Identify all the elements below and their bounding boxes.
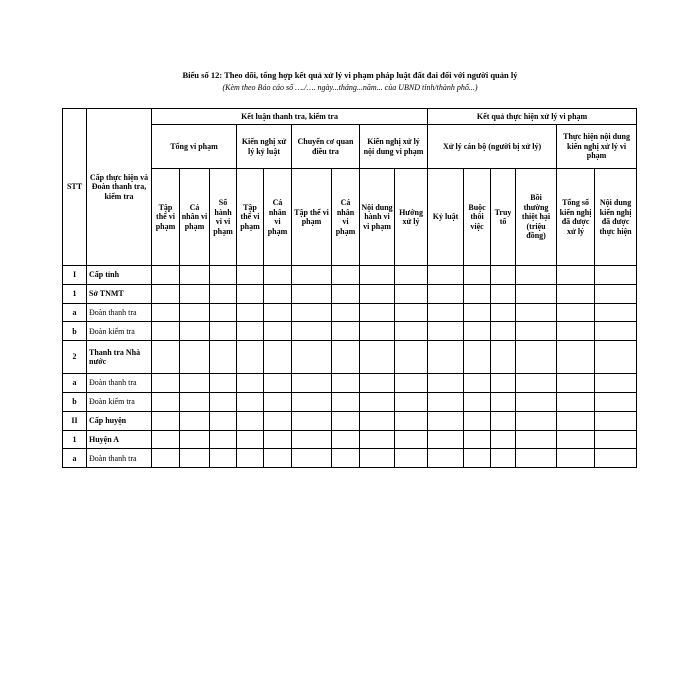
data-cell[interactable] [180, 374, 210, 393]
data-cell[interactable] [516, 411, 557, 430]
data-cell[interactable] [464, 284, 491, 303]
data-cell[interactable] [152, 284, 180, 303]
row-stt: b [63, 392, 87, 411]
data-cell[interactable] [152, 430, 180, 449]
data-cell[interactable] [210, 322, 237, 341]
data-cell[interactable] [428, 411, 464, 430]
data-cell[interactable] [464, 322, 491, 341]
col-header-ket-luan: Kết luận thanh tra, kiểm tra [152, 109, 428, 125]
row-stt: b [63, 322, 87, 341]
data-cell[interactable] [491, 374, 516, 393]
data-cell[interactable] [516, 303, 557, 322]
data-cell[interactable] [152, 392, 180, 411]
data-cell[interactable] [292, 266, 332, 285]
data-cell[interactable] [516, 266, 557, 285]
sub-header: Nội dung hành vi vi phạm [360, 169, 395, 266]
data-cell[interactable] [292, 430, 332, 449]
data-cell[interactable] [395, 392, 428, 411]
data-cell[interactable] [264, 284, 292, 303]
data-cell[interactable] [595, 284, 637, 303]
data-cell[interactable] [595, 430, 637, 449]
data-cell[interactable] [395, 430, 428, 449]
data-cell[interactable] [595, 303, 637, 322]
table-row [63, 322, 637, 341]
table-row [63, 430, 637, 449]
data-cell[interactable] [180, 266, 210, 285]
table-row [63, 411, 637, 430]
table-row [63, 266, 637, 285]
data-cell[interactable] [595, 411, 637, 430]
data-cell[interactable] [395, 449, 428, 468]
data-cell[interactable] [491, 341, 516, 374]
data-cell[interactable] [292, 303, 332, 322]
table-row [63, 284, 637, 303]
data-cell[interactable] [595, 322, 637, 341]
col-header-kien-nghi-ky-luat: Kiến nghị xử lý kỷ luật [237, 125, 292, 169]
data-cell[interactable] [557, 374, 595, 393]
row-name: Thanh tra Nhà nước [87, 341, 152, 374]
row-name: Cấp huyện [87, 411, 152, 430]
data-cell[interactable] [332, 411, 360, 430]
row-stt: I [63, 266, 87, 285]
data-cell[interactable] [557, 303, 595, 322]
sub-header: Cá nhân vi phạm [264, 169, 292, 266]
data-cell[interactable] [210, 449, 237, 468]
data-cell[interactable] [237, 392, 264, 411]
data-cell[interactable] [237, 411, 264, 430]
data-cell[interactable] [332, 374, 360, 393]
table-row [63, 303, 637, 322]
data-cell[interactable] [237, 449, 264, 468]
data-cell[interactable] [264, 449, 292, 468]
data-cell[interactable] [360, 284, 395, 303]
data-cell[interactable] [464, 303, 491, 322]
data-cell[interactable] [292, 392, 332, 411]
data-cell[interactable] [332, 430, 360, 449]
row-stt: 1 [63, 284, 87, 303]
col-header-kien-nghi-noi-dung: Kiến nghị xử lý nội dung vi phạm [360, 125, 428, 169]
col-header-chuyen-co-quan: Chuyển cơ quan điều tra [292, 125, 360, 169]
data-cell[interactable] [210, 303, 237, 322]
data-cell[interactable] [152, 266, 180, 285]
data-cell[interactable] [516, 374, 557, 393]
sub-header: Tổng số kiến nghị đã được xử lý [557, 169, 595, 266]
data-cell[interactable] [152, 341, 180, 374]
col-header-ket-qua: Kết quả thực hiện xử lý vi phạm [428, 109, 637, 125]
data-cell[interactable] [428, 430, 464, 449]
data-cell[interactable] [237, 303, 264, 322]
data-cell[interactable] [464, 341, 491, 374]
sub-header: Cá nhân vi phạm [180, 169, 210, 266]
data-cell[interactable] [595, 266, 637, 285]
data-cell[interactable] [332, 392, 360, 411]
data-cell[interactable] [464, 266, 491, 285]
data-cell[interactable] [264, 430, 292, 449]
data-cell[interactable] [152, 411, 180, 430]
row-name: Đoàn thanh tra [87, 449, 152, 468]
col-header-cap: Cấp thực hiện và Đoàn thanh tra, kiểm tra [87, 109, 152, 266]
data-cell[interactable] [557, 411, 595, 430]
data-cell[interactable] [516, 284, 557, 303]
sub-header: Buộc thôi việc [464, 169, 491, 266]
data-cell[interactable] [264, 303, 292, 322]
sub-header: Tập thể vi phạm [292, 169, 332, 266]
data-cell[interactable] [180, 449, 210, 468]
data-cell[interactable] [428, 374, 464, 393]
row-name: Đoàn kiểm tra [87, 322, 152, 341]
row-name: Sở TNMT [87, 284, 152, 303]
data-cell[interactable] [237, 341, 264, 374]
sub-header: Kỷ luật [428, 169, 464, 266]
row-name: Đoàn thanh tra [87, 374, 152, 393]
row-stt: 1 [63, 430, 87, 449]
data-cell[interactable] [360, 303, 395, 322]
data-cell[interactable] [152, 374, 180, 393]
data-cell[interactable] [395, 374, 428, 393]
data-cell[interactable] [264, 341, 292, 374]
table-row [63, 341, 637, 374]
data-cell[interactable] [292, 411, 332, 430]
row-stt: 2 [63, 341, 87, 374]
data-cell[interactable] [360, 449, 395, 468]
sub-header: Bồi thường thiệt hại (triệu đồng) [516, 169, 557, 266]
col-header-tong-vi-pham: Tổng vi phạm [152, 125, 237, 169]
data-cell[interactable] [360, 266, 395, 285]
row-name: Đoàn kiểm tra [87, 392, 152, 411]
col-header-xu-ly-can-bo: Xử lý cán bộ (người bị xử lý) [428, 125, 557, 169]
data-cell[interactable] [292, 341, 332, 374]
data-cell[interactable] [491, 284, 516, 303]
data-cell[interactable] [264, 266, 292, 285]
data-cell[interactable] [491, 303, 516, 322]
data-cell[interactable] [180, 284, 210, 303]
data-cell[interactable] [557, 341, 595, 374]
data-cell[interactable] [491, 322, 516, 341]
data-cell[interactable] [428, 303, 464, 322]
data-cell[interactable] [428, 284, 464, 303]
data-cell[interactable] [332, 341, 360, 374]
data-cell[interactable] [395, 322, 428, 341]
table-row [63, 374, 637, 393]
data-cell[interactable] [360, 374, 395, 393]
table-row [63, 392, 637, 411]
data-cell[interactable] [180, 411, 210, 430]
data-cell[interactable] [210, 374, 237, 393]
data-cell[interactable] [491, 266, 516, 285]
col-header-thuc-hien-noi-dung: Thực hiện nội dung kiến nghị xử lý vi phạm [557, 125, 637, 169]
data-cell[interactable] [557, 284, 595, 303]
form-subtitle: (Kèm theo Báo cáo số …./…. ngày...tháng...năm... của UBND tỉnh/thành phố...) [222, 83, 478, 92]
data-cell[interactable] [491, 392, 516, 411]
data-cell[interactable] [428, 341, 464, 374]
row-name: Đoàn thanh tra [87, 303, 152, 322]
sub-header: Tập thể vi phạm [152, 169, 180, 266]
data-cell[interactable] [516, 449, 557, 468]
sub-header: Số hành vi vi phạm [210, 169, 237, 266]
data-cell[interactable] [595, 392, 637, 411]
data-cell[interactable] [180, 392, 210, 411]
data-cell[interactable] [332, 284, 360, 303]
data-cell[interactable] [332, 303, 360, 322]
data-cell[interactable] [595, 341, 637, 374]
data-cell[interactable] [360, 322, 395, 341]
data-cell[interactable] [152, 449, 180, 468]
data-cell[interactable] [464, 430, 491, 449]
data-cell[interactable] [264, 322, 292, 341]
data-cell[interactable] [180, 430, 210, 449]
data-cell[interactable] [152, 322, 180, 341]
col-header-stt: STT [63, 109, 87, 266]
data-cell[interactable] [332, 449, 360, 468]
data-cell[interactable] [180, 303, 210, 322]
data-cell[interactable] [516, 430, 557, 449]
sub-header: Tập thể vi phạm [237, 169, 264, 266]
sub-header: Nội dung kiến nghị đã được thực hiện [595, 169, 637, 266]
data-cell[interactable] [491, 430, 516, 449]
row-name: Cấp tỉnh [87, 266, 152, 285]
data-cell[interactable] [210, 411, 237, 430]
row-stt: a [63, 303, 87, 322]
data-cell[interactable] [557, 266, 595, 285]
data-cell[interactable] [180, 322, 210, 341]
data-cell[interactable] [264, 374, 292, 393]
data-cell[interactable] [237, 284, 264, 303]
data-cell[interactable] [360, 411, 395, 430]
table-body [63, 266, 637, 468]
data-cell[interactable] [428, 392, 464, 411]
data-cell[interactable] [395, 303, 428, 322]
sub-header: Hướng xử lý [395, 169, 428, 266]
data-cell[interactable] [360, 430, 395, 449]
data-cell[interactable] [210, 266, 237, 285]
data-cell[interactable] [152, 303, 180, 322]
data-cell[interactable] [491, 411, 516, 430]
data-cell[interactable] [395, 411, 428, 430]
data-cell[interactable] [264, 411, 292, 430]
data-cell[interactable] [292, 322, 332, 341]
data-cell[interactable] [595, 449, 637, 468]
data-cell[interactable] [210, 341, 237, 374]
data-cell[interactable] [516, 341, 557, 374]
data-cell[interactable] [237, 322, 264, 341]
data-cell[interactable] [210, 284, 237, 303]
data-cell[interactable] [464, 411, 491, 430]
data-cell[interactable] [557, 430, 595, 449]
data-cell[interactable] [464, 392, 491, 411]
data-cell[interactable] [237, 266, 264, 285]
data-cell[interactable] [292, 449, 332, 468]
data-cell[interactable] [360, 341, 395, 374]
data-cell[interactable] [557, 449, 595, 468]
data-cell[interactable] [428, 322, 464, 341]
data-cell[interactable] [491, 449, 516, 468]
data-cell[interactable] [395, 266, 428, 285]
data-cell[interactable] [428, 449, 464, 468]
data-cell[interactable] [237, 430, 264, 449]
data-cell[interactable] [264, 392, 292, 411]
data-cell[interactable] [292, 374, 332, 393]
row-stt: II [63, 411, 87, 430]
data-cell[interactable] [557, 392, 595, 411]
data-cell[interactable] [464, 449, 491, 468]
data-cell[interactable] [395, 341, 428, 374]
table-row [63, 449, 637, 468]
data-cell[interactable] [557, 322, 595, 341]
data-cell[interactable] [516, 392, 557, 411]
report-table [62, 108, 637, 468]
row-name: Huyện A [87, 430, 152, 449]
form-title: Biểu số 12: Theo dõi, tổng hợp kết quả xử lý vi phạm pháp luật đất đai đối với người quản lý [182, 70, 518, 80]
data-cell[interactable] [180, 341, 210, 374]
row-stt: a [63, 449, 87, 468]
data-cell[interactable] [210, 430, 237, 449]
data-cell[interactable] [360, 392, 395, 411]
sub-header: Truy tố [491, 169, 516, 266]
data-cell[interactable] [237, 374, 264, 393]
row-stt: a [63, 374, 87, 393]
data-cell[interactable] [516, 322, 557, 341]
data-cell[interactable] [210, 392, 237, 411]
data-cell[interactable] [332, 266, 360, 285]
data-cell[interactable] [595, 374, 637, 393]
data-cell[interactable] [395, 284, 428, 303]
data-cell[interactable] [464, 374, 491, 393]
data-cell[interactable] [428, 266, 464, 285]
data-cell[interactable] [292, 284, 332, 303]
data-cell[interactable] [332, 322, 360, 341]
sub-header: Cá nhân vi phạm [332, 169, 360, 266]
